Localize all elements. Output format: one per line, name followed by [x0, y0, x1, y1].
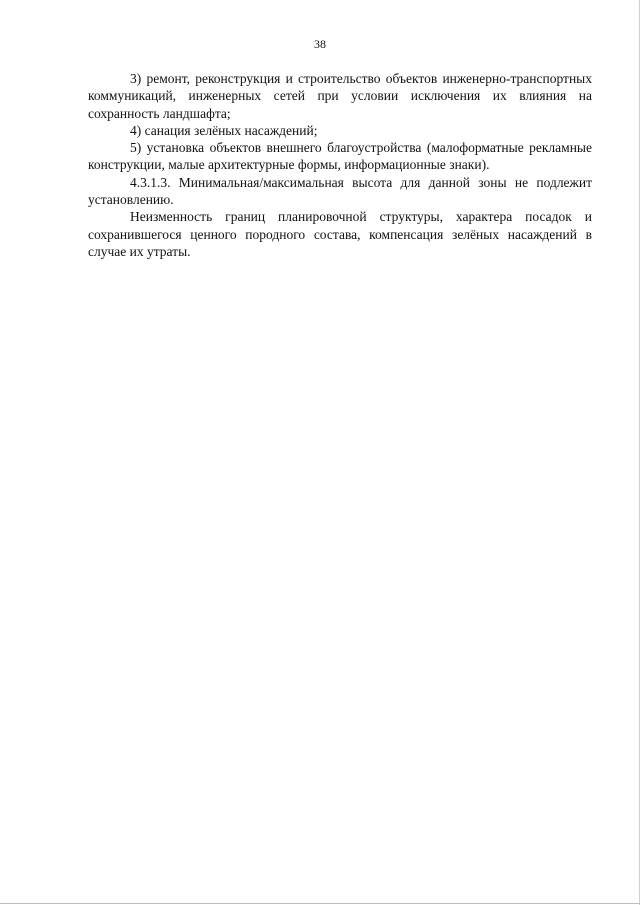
paragraph-max-height: 4.3.1.3. Минимальная/максимальная высота для данной зоны не подлежит установлению. [88, 174, 592, 208]
document-body [88, 70, 592, 260]
paragraph-item-5: 5) установка объектов внешнего благоустройства (малоформатные рекламные конструкции, малые архитектурные формы, информационные знаки). [88, 140, 592, 173]
page-number: 38 [314, 37, 326, 51]
paragraph-item-4: 4) санация зелёных насаждений; [130, 122, 318, 138]
paragraph-item-3: 3) ремонт, реконструкция и строительство объектов инженерно-транспортных коммуникаций, инженерных сетей при условии исключения их влияния на сохранность ландшафта; [88, 71, 592, 121]
paragraph-invariance: Неизменность границ планировочной структуры, характера посадок и сохранившегося ценного породного состава, компенсация зелёных насаждений в случае их утраты. [88, 209, 592, 259]
scan-edge-bottom [0, 903, 640, 904]
